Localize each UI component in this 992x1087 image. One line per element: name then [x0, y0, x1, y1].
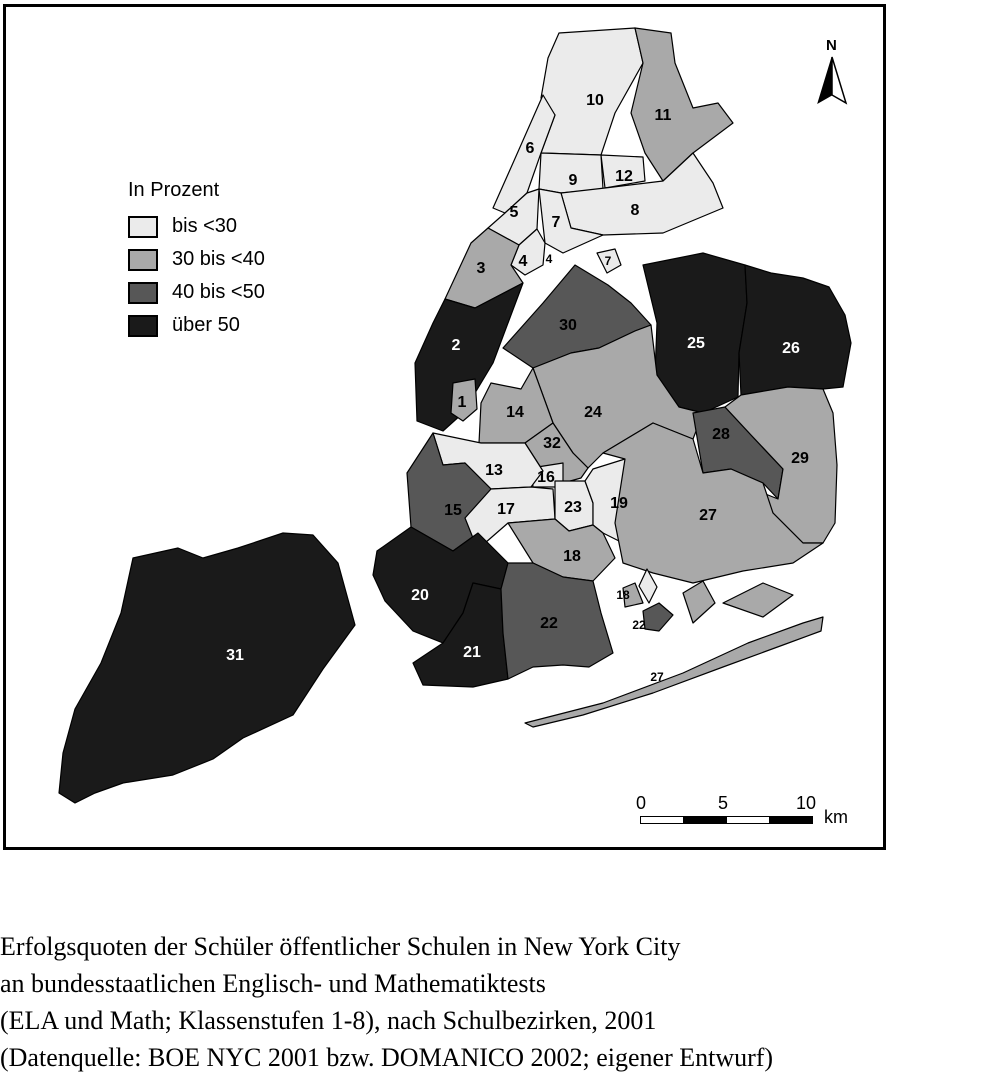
district-11-area: [631, 28, 733, 181]
legend-swatch: [128, 249, 158, 271]
legend-item-bis-30: [128, 210, 265, 243]
caption-line-1: Erfolgsquoten der Schüler öffentlicher Schulen in New York City: [0, 932, 681, 961]
map-frame: [3, 4, 886, 850]
legend: [128, 179, 265, 342]
district-label-5: 5: [509, 204, 519, 221]
island-shape: [723, 583, 793, 617]
district-label-7: 7: [551, 214, 561, 231]
district-label-29: 29: [791, 450, 809, 467]
district-label-16: 16: [537, 469, 555, 486]
district-label-22: 22: [632, 618, 646, 632]
scale-tick-0: 0: [636, 793, 647, 813]
district-label-17: 17: [497, 501, 515, 518]
district-label-21: 21: [463, 644, 481, 661]
district-label-26: 26: [782, 340, 800, 357]
district-label-1: 1: [457, 394, 467, 411]
district-label-30: 30: [559, 317, 577, 334]
legend-title: In Prozent: [128, 179, 220, 201]
district-label-11: 11: [654, 107, 672, 124]
scale-tick-10: 10: [796, 793, 817, 813]
caption-line-4: (Datenquelle: BOE NYC 2001 bzw. DOMANICO 2002; eigener Entwurf): [0, 1043, 774, 1072]
district-label-2: 2: [451, 337, 461, 354]
scale-segment: [769, 816, 813, 824]
district-label-12: 12: [615, 168, 633, 185]
legend-item-label: bis <30: [172, 215, 238, 237]
district-label-27: 27: [650, 670, 664, 684]
district-label-25: 25: [687, 335, 705, 352]
legend-item-label: 40 bis <50: [172, 281, 265, 303]
caption-line-3: (ELA und Math; Klassenstufen 1-8), nach Schulbezirken, 2001: [0, 1006, 657, 1035]
caption-line-2: an bundesstaatlichen Englisch- und Mathematiktests: [0, 969, 546, 998]
north-arrow-icon: [812, 37, 856, 109]
district-label-7: 7: [604, 254, 612, 268]
district-label-4: 4: [518, 253, 528, 270]
legend-item-label: über 50: [172, 314, 240, 336]
district-label-18: 18: [563, 548, 581, 565]
island-shape: [643, 603, 673, 631]
north-letter: N: [826, 37, 837, 54]
district-label-28: 28: [712, 426, 730, 443]
district-label-24: 24: [584, 404, 602, 421]
district-label-8: 8: [630, 202, 640, 219]
legend-item-ueber-50: [128, 309, 265, 342]
scale-unit: km: [824, 807, 848, 827]
scale-bar: [636, 793, 866, 833]
legend-item-30-bis-40: [128, 243, 265, 276]
legend-item-label: 30 bis <40: [172, 248, 265, 270]
scale-segment: [683, 816, 727, 824]
island-shape: [639, 569, 657, 603]
island-shape: [683, 581, 715, 623]
legend-item-40-bis-50: [128, 276, 265, 309]
legend-swatch: [128, 282, 158, 304]
district-label-10: 10: [586, 92, 604, 109]
district-label-23: 23: [564, 499, 582, 516]
district-label-9: 9: [568, 172, 578, 189]
district-label-15: 15: [444, 502, 462, 519]
district-label-14: 14: [506, 404, 524, 421]
legend-swatch: [128, 216, 158, 238]
district-map: [6, 7, 883, 847]
district-label-32: 32: [543, 435, 561, 452]
district-label-20: 20: [411, 587, 429, 604]
district-label-3: 3: [476, 260, 486, 277]
district-label-4: 4: [545, 252, 553, 266]
district-label-31: 31: [226, 647, 244, 664]
district-26-area: [739, 265, 851, 395]
district-label-18: 18: [616, 588, 630, 602]
district-label-6: 6: [525, 140, 535, 157]
scale-segment: [726, 816, 770, 824]
district-label-13: 13: [485, 462, 503, 479]
scale-segment: [640, 816, 684, 824]
district-label-27: 27: [699, 507, 717, 524]
district-label-19: 19: [610, 495, 628, 512]
map-caption: [0, 928, 992, 1076]
legend-swatch: [128, 315, 158, 337]
district-label-22: 22: [540, 615, 558, 632]
scale-tick-5: 5: [718, 793, 729, 813]
district-31-area: [59, 533, 355, 803]
